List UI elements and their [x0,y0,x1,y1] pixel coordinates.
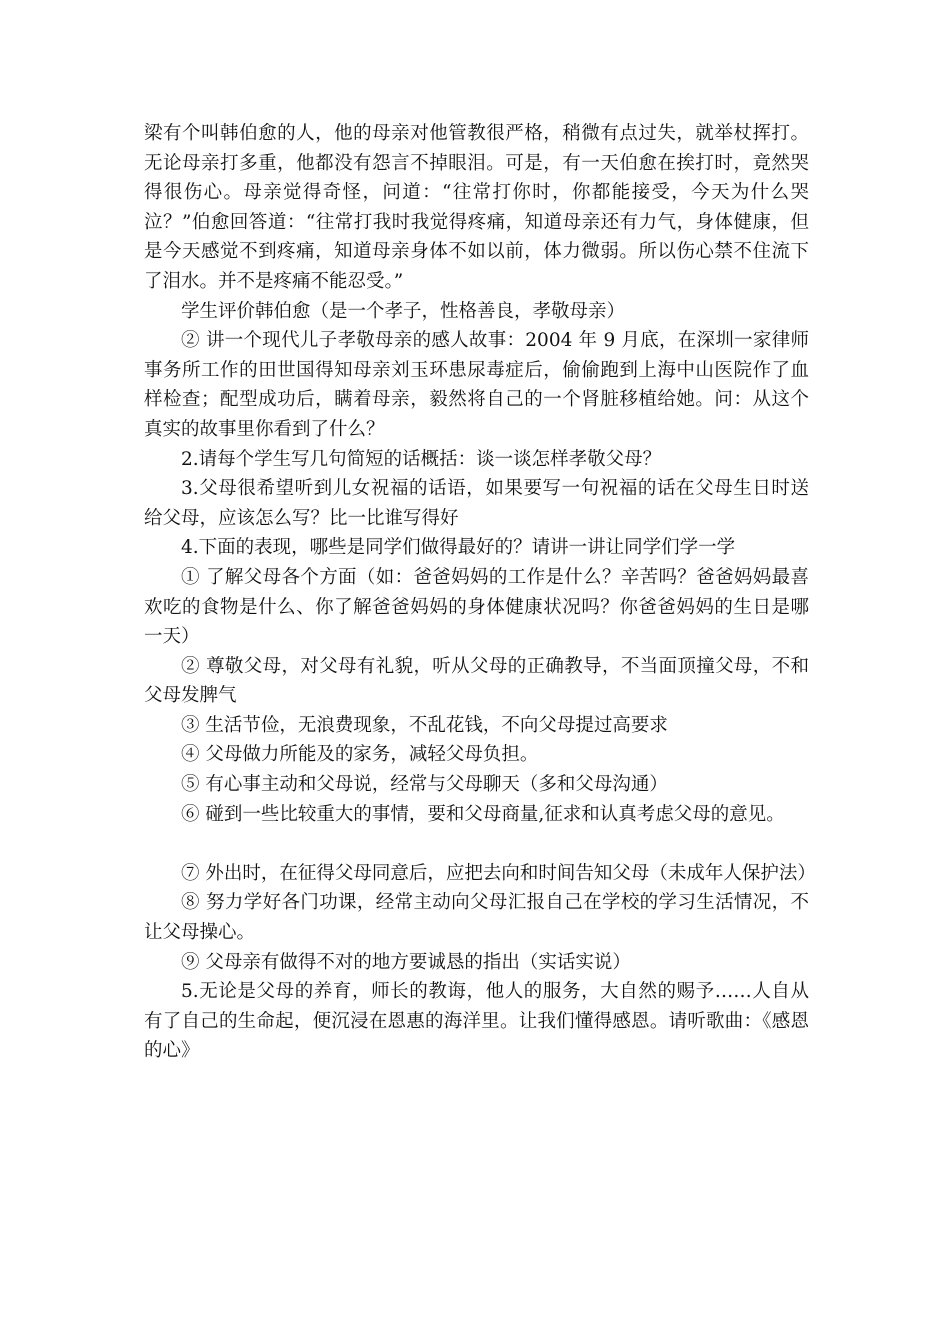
paragraph-item-4: 4.下面的表现，哪些是同学们做得最好的？请讲一讲让同学们学一学 [181,537,736,559]
document-body [144,119,816,1066]
list-item-3: ③ 生活节俭，无浪费现象，不乱花钱，不向父母提过高要求 [181,714,668,736]
blank-line [144,829,809,859]
list-item-5: ⑤ 有心事主动和父母说，经常与父母聊天（多和父母沟通） [181,774,668,796]
list-item-8: ⑧ 努力学好各门功课，经常主动向父母汇报自己在学校的学习生活情况，不让父母操心。 [144,892,809,944]
list-item-6: ⑥ 碰到一些比较重大的事情，要和父母商量,征求和认真考虑父母的意见。 [181,803,785,825]
paragraph-student-evaluation: 学生评价韩伯愈（是一个孝子，性格善良，孝敬母亲） [181,300,626,322]
paragraph-item-3: 3.父母很希望听到儿女祝福的话语，如果要写一句祝福的话在父母生日时送给父母，应该怎么写？比一比谁写得好 [144,478,809,529]
list-item-4: ④ 父母做力所能及的家务，减轻父母负担。 [181,744,539,766]
list-item-7: ⑦ 外出时，在征得父母同意后，应把去向和时间告知父母（未成年人保护法） [181,862,816,884]
paragraph-modern-story: ② 讲一个现代儿子孝敬母亲的感人故事：2004 年 9 月底，在深圳一家律师事务所工作的田世国得知母亲刘玉环患尿毒症后，偷偷跑到上海中山医院作了血样检查；配型成功后，瞒着母亲，毅然将自己的一个肾脏移植给她。问：从这个真实的故事里你看到了什么？ [144,330,809,440]
list-item-1: ① 了解父母各个方面（如：爸爸妈妈的工作是什么？辛苦吗？爸爸妈妈最喜欢吃的食物是什么、你了解爸爸妈妈的身体健康状况吗？你爸爸妈妈的生日是哪一天） [144,566,809,648]
paragraph-han-boyu-story: 梁有个叫韩伯愈的人，他的母亲对他管教很严格，稍微有点过失，就举杖挥打。无论母亲打多重，他都没有怨言不掉眼泪。可是，有一天伯愈在挨打时，竟然哭得很伤心。母亲觉得奇怪，问道：“往常打你时，你都能接受，今天为什么哭泣？”伯愈回答道：“往常打我时我觉得疼痛，知道母亲还有力气，身体健康，但是今天感觉不到疼痛，知道母亲身体不如以前，体力微弱。所以伤心禁不住流下了泪水。并不是疼痛不能忍受。” [144,123,809,292]
list-item-2: ② 尊敬父母，对父母有礼貌，听从父母的正确教导，不当面顶撞父母，不和父母发脾气 [144,655,809,707]
paragraph-item-5: 5.无论是父母的养育，师长的教诲，他人的服务，大自然的赐予……人自从有了自己的生命起，便沉浸在恩惠的海洋里。让我们懂得感恩。请听歌曲：《感恩的心》 [144,981,809,1062]
paragraph-item-2: 2.请每个学生写几句简短的话概括：谈一谈怎样孝敬父母？ [181,448,662,470]
list-item-9: ⑨ 父母亲有做得不对的地方要诚恳的指出（实话实说） [181,951,631,973]
